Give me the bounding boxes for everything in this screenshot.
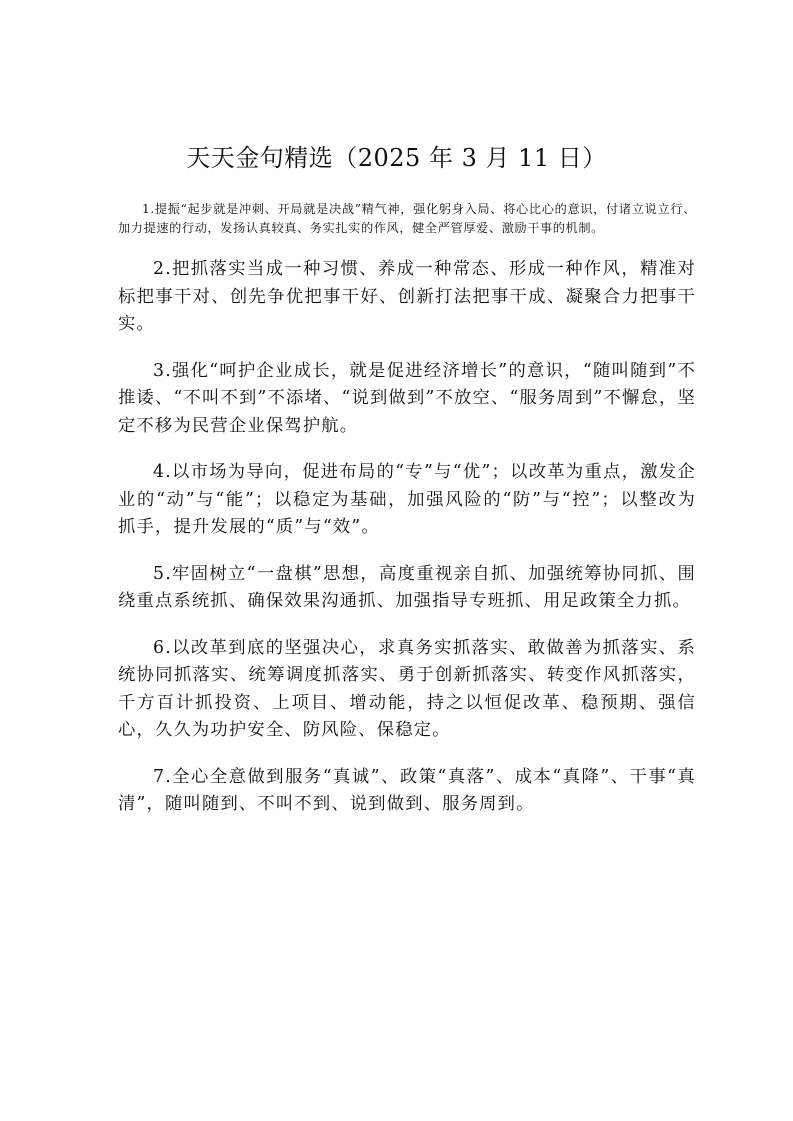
paragraph-5: 5.牢固树立“一盘棋”思想，高度重视亲自抓、加强统筹协同抓、围绕重点系统抓、确保效果沟通抓、加强指导专班抓、用足政策全力抓。 bbox=[118, 563, 696, 611]
paragraph-7: 7.全心全意做到服务“真诚”、政策“真落”、成本“真降”、干事“真清”，随叫随到、不叫不到、说到做到、服务周到。 bbox=[118, 766, 696, 814]
paragraph-1: 1.提振“起步就是冲刺、开局就是决战”精气神，强化躬身入局、将心比心的意识，付诸立说立行、加力提速的行动，发扬认真较真、务实扎实的作风，健全严管厚爱、激励干事的机制。 bbox=[118, 202, 696, 235]
paragraph-6: 6.以改革到底的坚强决心，求真务实抓落实、敢做善为抓落实、系统协同抓落实、统筹调度抓落实、勇于创新抓落实、转变作风抓落实，千方百计抓投资、上项目、增动能，持之以恒促改革、稳预期、强信心，久久为功护安全、防风险、保稳定。 bbox=[118, 637, 696, 740]
page-title: 天天金句精选（2025 年 3 月 11 日） bbox=[186, 144, 607, 172]
paragraph-4: 4.以市场为导向，促进布局的“专”与“优”；以改革为重点，激发企业的“动”与“能”；以稳定为基础，加强风险的“防”与“控”；以整改为抓手，提升发展的“质”与“效”。 bbox=[118, 462, 696, 537]
paragraph-3: 3.强化“呵护企业成长，就是促进经济增长”的意识，“随叫随到”不推诿、“不叫不到”不添堵、“说到做到”不放空、“服务周到”不懈怠，坚定不移为民营企业保驾护航。 bbox=[118, 360, 696, 436]
document-body bbox=[118, 200, 696, 838]
paragraph-2: 2.把抓落实当成一种习惯、养成一种常态、形成一种作风，精准对标把事干对、创先争优把事干好、创新打法把事干成、凝聚合力把事干实。 bbox=[118, 259, 696, 334]
